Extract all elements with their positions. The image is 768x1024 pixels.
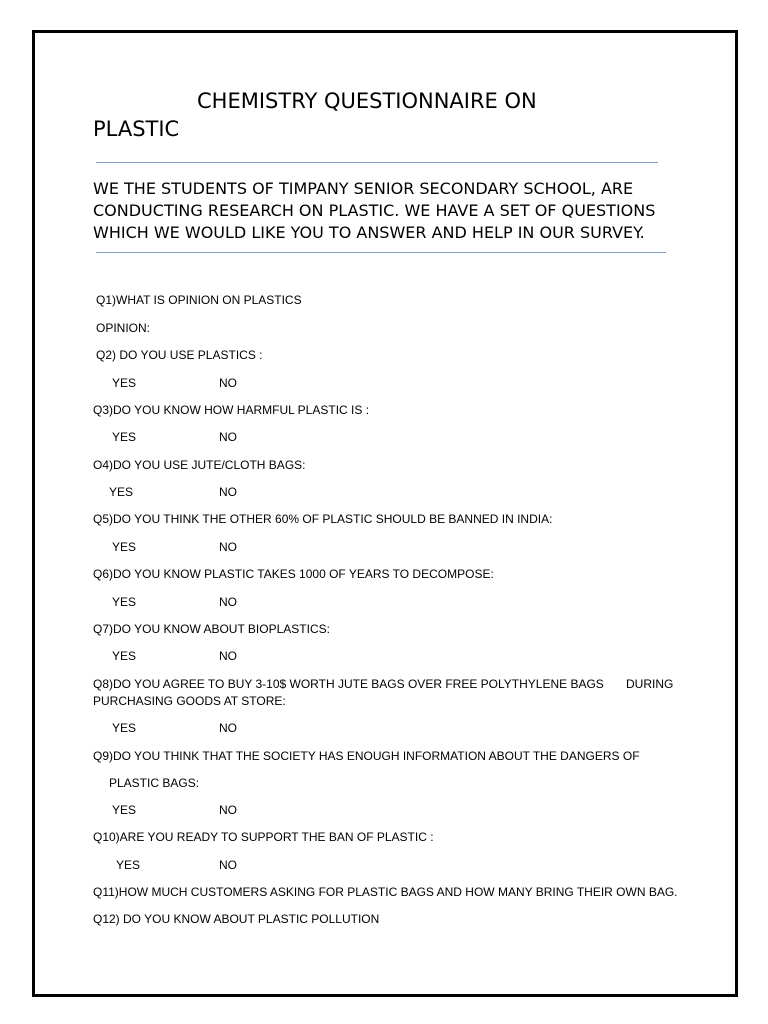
- option-no[interactable]: NO: [219, 376, 237, 390]
- option-yes[interactable]: YES: [112, 540, 137, 554]
- page-title: CHEMISTRY QUESTIONNAIRE ON PLASTIC: [93, 89, 537, 141]
- question-10: Q10)ARE YOU READY TO SUPPORT THE BAN OF PLASTIC :: [93, 830, 434, 844]
- question-8-line-2: PURCHASING GOODS AT STORE:: [93, 694, 286, 708]
- option-yes[interactable]: YES: [112, 649, 137, 663]
- question-8-continuation: DURING: [626, 677, 674, 691]
- question-5: Q5)DO YOU THINK THE OTHER 60% OF PLASTIC SHOULD BE BANNED IN INDIA:: [93, 512, 553, 526]
- question-1: Q1)WHAT IS OPINION ON PLASTICS: [96, 293, 302, 307]
- intro-divider: [96, 252, 666, 253]
- question-4: O4)DO YOU USE JUTE/CLOTH BAGS:: [93, 458, 306, 472]
- option-no[interactable]: NO: [219, 595, 237, 609]
- question-12: Q12) DO YOU KNOW ABOUT PLASTIC POLLUTION: [93, 912, 380, 926]
- option-yes[interactable]: YES: [112, 803, 137, 817]
- option-yes[interactable]: YES: [109, 485, 134, 499]
- question-11: Q11)HOW MUCH CUSTOMERS ASKING FOR PLASTIC BAGS AND HOW MANY BRING THEIR OWN BAG.: [93, 885, 678, 899]
- option-yes[interactable]: YES: [112, 595, 137, 609]
- option-no[interactable]: NO: [219, 803, 237, 817]
- option-no[interactable]: NO: [219, 649, 237, 663]
- option-yes[interactable]: YES: [112, 376, 137, 390]
- question-9-line-2: PLASTIC BAGS:: [109, 776, 200, 790]
- question-7: Q7)DO YOU KNOW ABOUT BIOPLASTICS:: [93, 622, 330, 636]
- question-9: Q9)DO YOU THINK THAT THE SOCIETY HAS ENOUGH INFORMATION ABOUT THE DANGERS OF: [93, 749, 640, 763]
- question-8: Q8)DO YOU AGREE TO BUY 3-10$ WORTH JUTE BAGS OVER FREE POLYTHYLENE BAGS: [93, 677, 604, 691]
- intro-paragraph: WE THE STUDENTS OF TIMPANY SENIOR SECONDARY SCHOOL, ARE CONDUCTING RESEARCH ON PLASTIC. WE HAVE A SET OF QUESTIONS WHICH WE WOULD LIKE YOU TO ANSWER AND HELP IN OUR SURVEY.: [93, 179, 656, 242]
- question-6: Q6)DO YOU KNOW PLASTIC TAKES 1000 OF YEARS TO DECOMPOSE:: [93, 567, 494, 581]
- question-1-opinion-label: OPINION:: [96, 321, 151, 335]
- option-no[interactable]: NO: [219, 858, 237, 872]
- title-divider: [96, 162, 658, 163]
- option-no[interactable]: NO: [219, 540, 237, 554]
- option-yes[interactable]: YES: [112, 430, 137, 444]
- option-yes[interactable]: YES: [116, 858, 141, 872]
- option-no[interactable]: NO: [219, 485, 237, 499]
- option-no[interactable]: NO: [219, 721, 237, 735]
- question-3: Q3)DO YOU KNOW HOW HARMFUL PLASTIC IS :: [93, 403, 370, 417]
- option-yes[interactable]: YES: [112, 721, 137, 735]
- option-no[interactable]: NO: [219, 430, 237, 444]
- question-2: Q2) DO YOU USE PLASTICS :: [96, 348, 263, 362]
